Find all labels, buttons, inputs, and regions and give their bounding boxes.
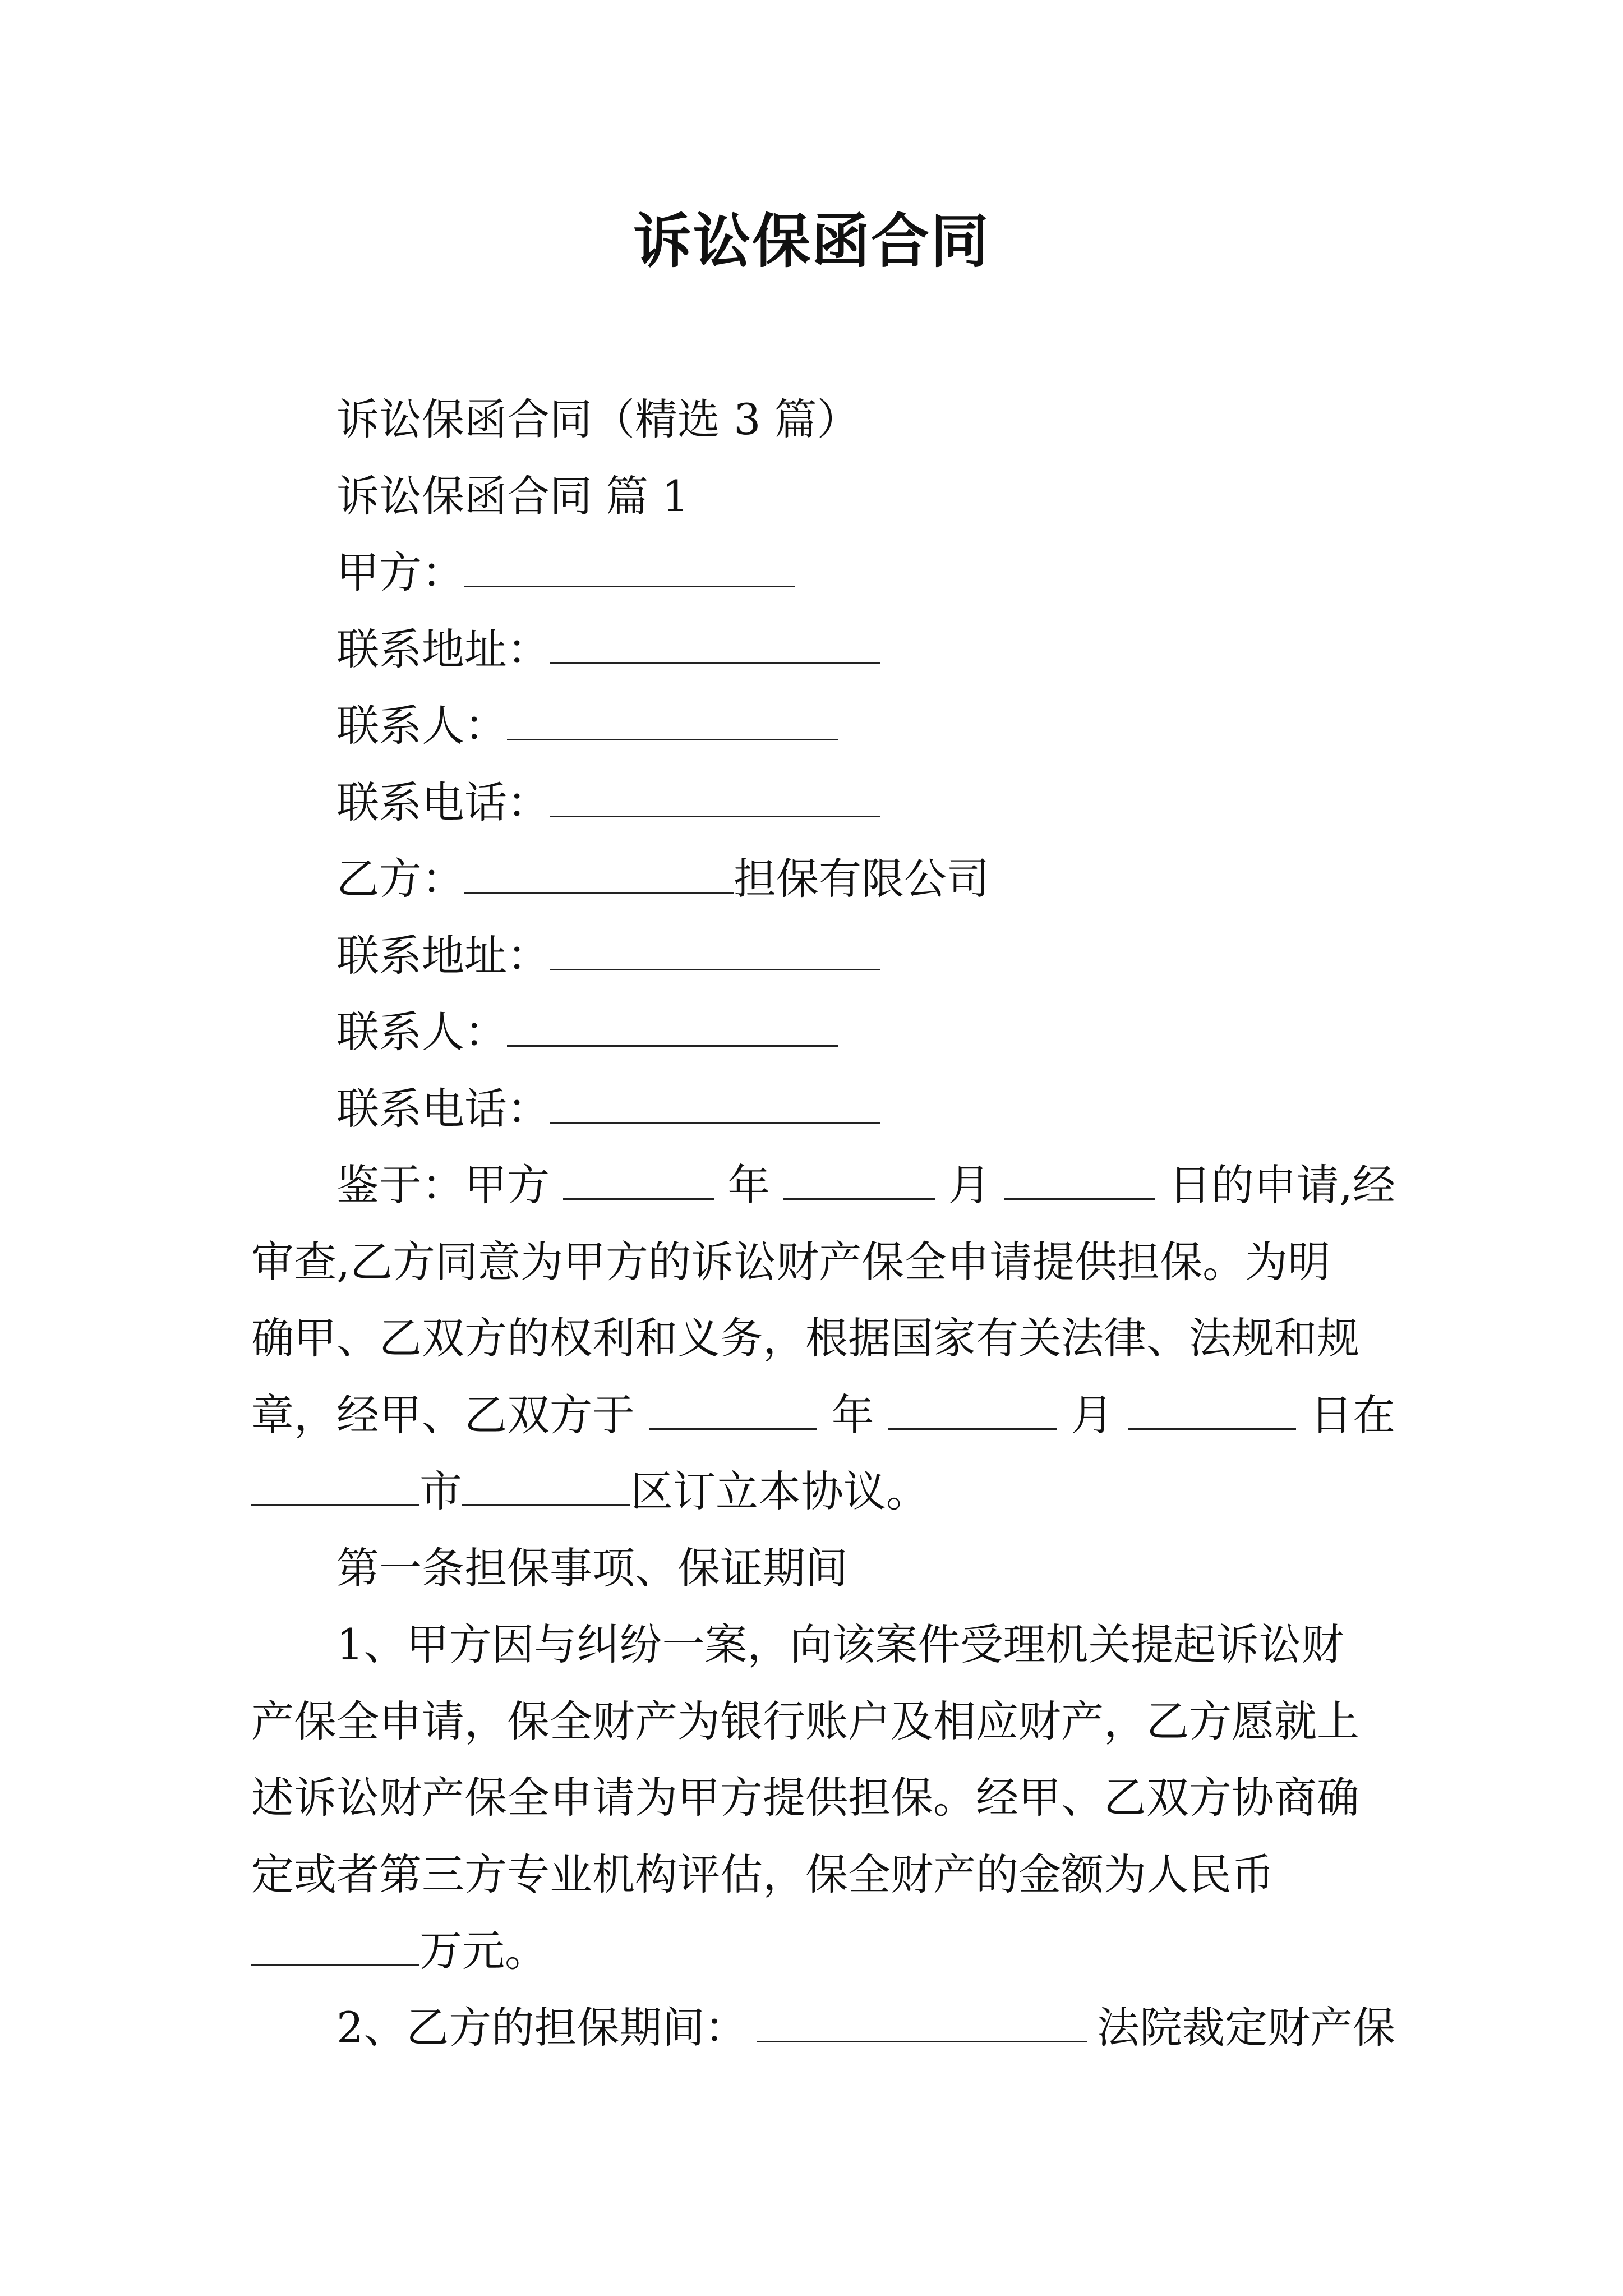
clause-1-line-5 [251, 1913, 1395, 1990]
date-day-blank[interactable] [1004, 1165, 1155, 1200]
preamble-text-e: 章，经甲、乙双方于 [251, 1389, 635, 1440]
party-b-contact-blank[interactable] [507, 1011, 838, 1047]
clause-1-line-2: 产保全申请，保全财产为银行账户及相应财产，乙方愿就上 [251, 1696, 1359, 1746]
sign-year-blank[interactable] [649, 1395, 817, 1430]
sign-month-blank[interactable] [888, 1395, 1057, 1430]
clause-1-line-1: 1、甲方因与纠纷一案，向该案件受理机关提起诉讼财 [336, 1619, 1344, 1669]
document-body [251, 381, 1395, 2066]
party-b-phone-line [251, 1071, 1395, 1148]
preamble-text-g: 月 [1071, 1389, 1114, 1440]
preamble-line-1 [251, 1147, 1395, 1224]
party-a-contact-blank[interactable] [507, 705, 838, 740]
preamble-line-2: 审查,乙方同意为甲方的诉讼财产保全申请提供担保。为明 [251, 1236, 1331, 1287]
party-b-address-label: 联系地址： [336, 930, 550, 981]
party-a-phone-label: 联系电话： [336, 777, 550, 827]
party-b-label: 乙方： [336, 854, 464, 904]
preamble-text-b: 年 [727, 1160, 771, 1210]
article-1-heading: 第一条担保事项、保证期间 [336, 1543, 848, 1593]
document-title: 诉讼保函合同 [633, 207, 990, 275]
party-a-address-line [251, 611, 1395, 688]
party-b-suffix: 担保有限公司 [734, 854, 989, 904]
preamble-line-5 [251, 1453, 1395, 1530]
party-a-phone-line [251, 765, 1395, 841]
preamble-text-i: 市 [419, 1466, 462, 1516]
preamble-text-a: 鉴于：甲方 [336, 1160, 550, 1210]
party-b-phone-blank[interactable] [550, 1088, 880, 1124]
subtitle: 诉讼保函合同（精选 3 篇） [336, 394, 860, 444]
party-b-line [251, 841, 1395, 918]
clause-2-prefix: 2、乙方的担保期间： [336, 2002, 748, 2053]
party-a-address-blank[interactable] [550, 629, 880, 664]
clause-1-line-3: 述诉讼财产保全申请为甲方提供担保。经甲、乙双方协商确 [251, 1773, 1359, 1823]
party-b-contact-line [251, 994, 1395, 1071]
city-blank[interactable] [251, 1471, 419, 1506]
date-month-blank[interactable] [783, 1165, 935, 1200]
preamble-text-c: 月 [948, 1160, 991, 1210]
preamble-text-f: 年 [831, 1389, 874, 1440]
amount-blank[interactable] [251, 1930, 419, 1966]
preamble-text-j: 区订立本协议。 [630, 1466, 929, 1516]
section-heading: 诉讼保函合同 篇 1 [336, 471, 689, 521]
clause-2-line-1 [251, 1990, 1395, 2067]
party-b-blank[interactable] [464, 858, 734, 894]
party-b-contact-label: 联系人： [336, 1007, 507, 1057]
party-a-address-label: 联系地址： [336, 624, 550, 674]
party-a-contact-line [251, 688, 1395, 765]
sign-day-blank[interactable] [1128, 1395, 1296, 1430]
party-b-address-blank[interactable] [550, 935, 880, 970]
party-a-line [251, 535, 1395, 611]
preamble-text-d: 日的申请,经 [1168, 1160, 1395, 1210]
preamble-text-h: 日在 [1310, 1389, 1395, 1440]
party-a-contact-label: 联系人： [336, 701, 507, 751]
guarantee-period-blank[interactable] [757, 2007, 1087, 2042]
party-a-blank[interactable] [464, 552, 795, 587]
preamble-line-4 [251, 1377, 1395, 1454]
party-a-phone-blank[interactable] [550, 782, 880, 817]
date-year-blank[interactable] [563, 1165, 714, 1200]
party-b-address-line [251, 918, 1395, 995]
district-blank[interactable] [462, 1471, 630, 1506]
party-a-label: 甲方： [336, 547, 464, 597]
preamble-line-3: 确甲、乙双方的权利和义务，根据国家有关法律、法规和规 [251, 1313, 1359, 1363]
clause-1-line-4: 定或者第三方专业机构评估，保全财产的金额为人民币 [251, 1849, 1274, 1899]
amount-suffix: 万元。 [419, 1926, 547, 1976]
party-b-phone-label: 联系电话： [336, 1083, 550, 1134]
clause-2-suffix: 法院裁定财产保 [1096, 2002, 1395, 2053]
